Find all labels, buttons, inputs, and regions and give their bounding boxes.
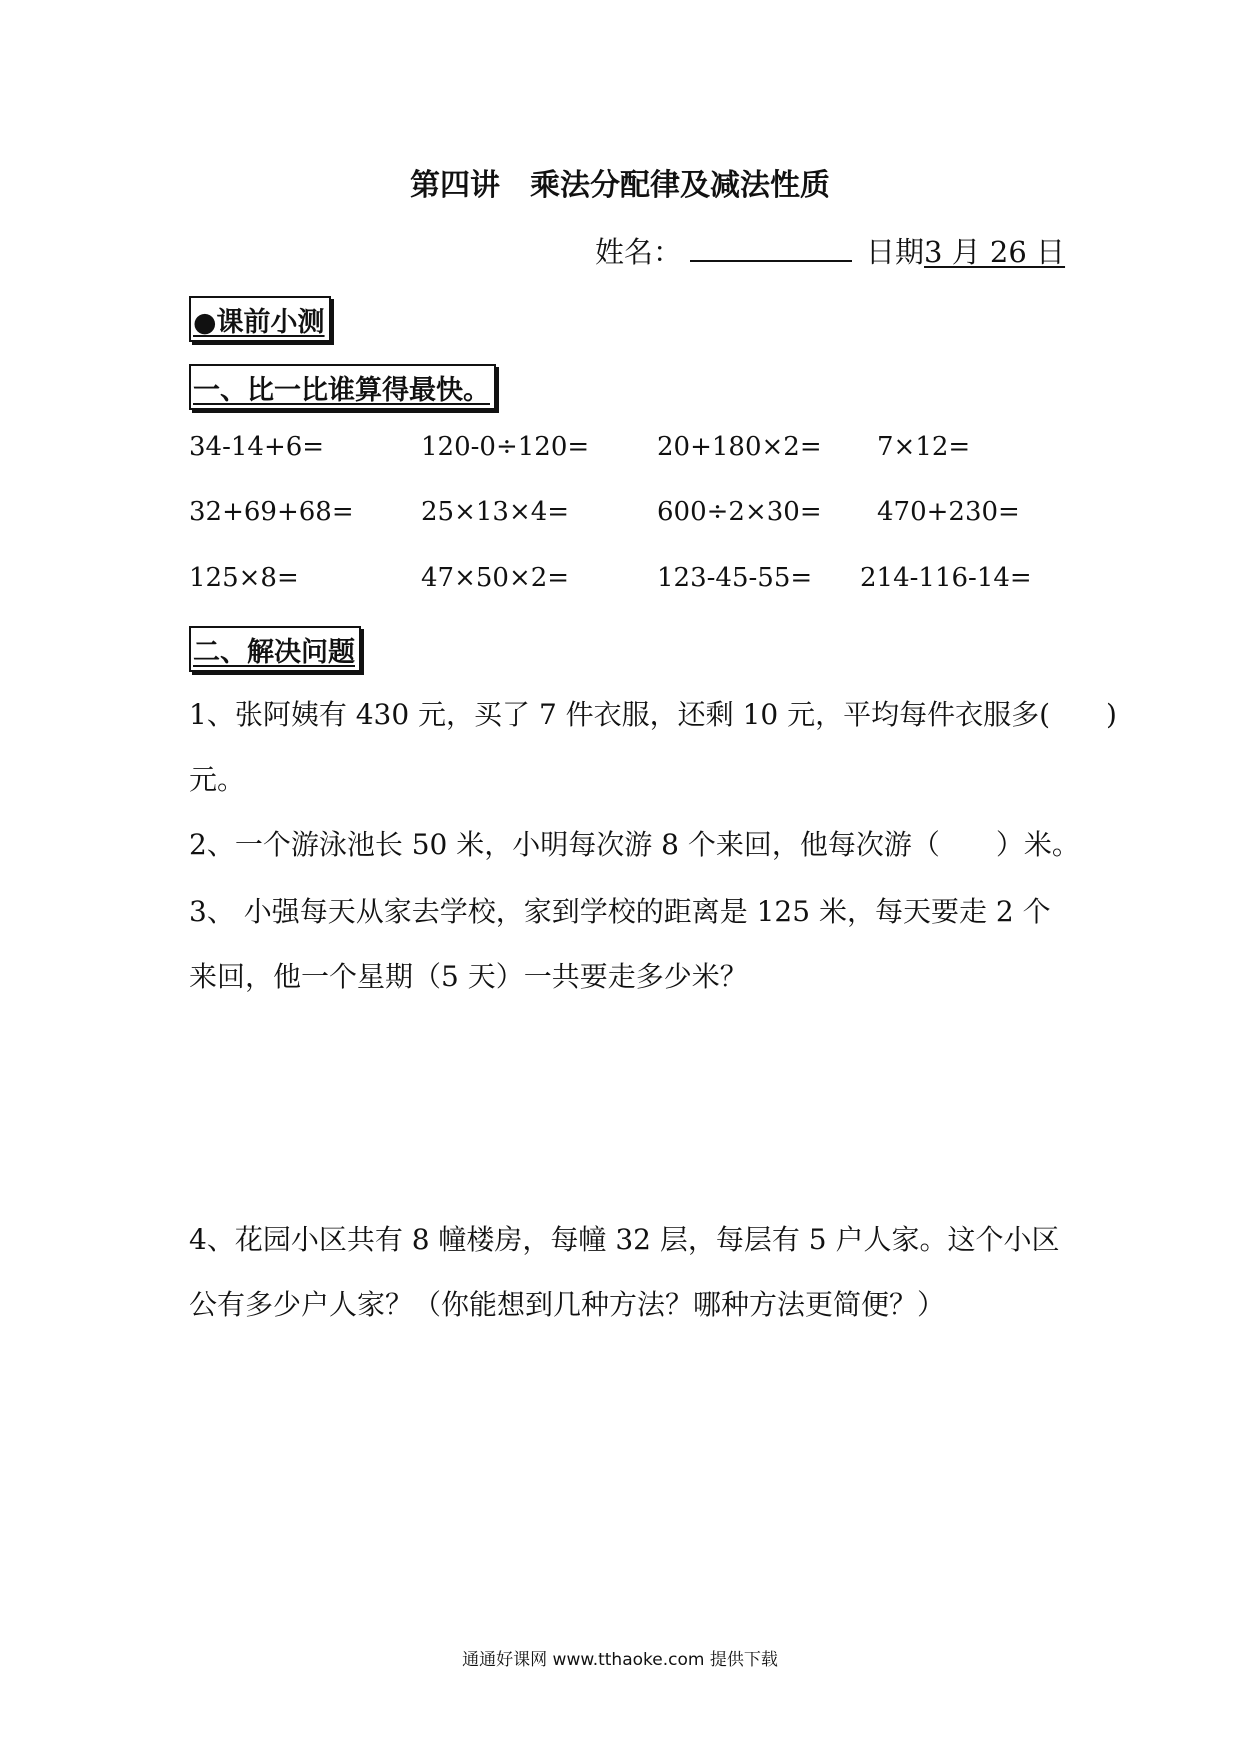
problem-2 <box>189 823 1080 863</box>
calc-item: 20+180×2= <box>657 432 822 462</box>
problem-2-unit: ）米。 <box>995 828 1080 861</box>
problem-1-line-1 <box>189 693 1117 733</box>
calc-item: 123-45-55= <box>657 563 813 593</box>
problem-4-line-1: 4、花园小区共有 8 幢楼房，每幢 32 层，每层有 5 户人家。这个小区 <box>189 1223 1060 1256</box>
calc-item: 25×13×4= <box>421 497 570 527</box>
footer-source: 通通好课网 www.tthaoke.com 提供下载 <box>462 1650 778 1670</box>
lesson-number: 第四讲 <box>410 168 500 203</box>
problem-1-text: 1、张阿姨有 430 元，买了 7 件衣服，还剩 10 元，平均每件衣服多( <box>189 698 1051 731</box>
problem-1-paren-close: ) <box>1106 698 1117 731</box>
calc-item: 32+69+68= <box>189 497 354 527</box>
calc-item: 214-116-14= <box>860 563 1032 593</box>
name-label: 姓名： <box>595 235 683 269</box>
calc-item: 125×8= <box>189 563 299 593</box>
section-pretest-heading: ●课前小测 <box>189 296 331 342</box>
problem-3-line-1: 3、 小强每天从家去学校，家到学校的距离是 125 米，每天要走 2 个 <box>189 895 1051 928</box>
calc-item: 47×50×2= <box>421 563 570 593</box>
calc-item: 600÷2×30= <box>657 497 822 527</box>
lesson-topic: 乘法分配律及减法性质 <box>530 168 830 203</box>
section-part1-heading: 一、比一比谁算得最快。 <box>189 364 496 410</box>
date-label: 日期 <box>866 235 925 269</box>
calc-item: 7×12= <box>877 432 971 462</box>
calc-item: 470+230= <box>877 497 1020 527</box>
page-title <box>0 160 1240 204</box>
problem-1-line-2: 元。 <box>189 763 246 796</box>
problem-4-line-2: 公有多少户人家？（你能想到几种方法？哪种方法更简便？） <box>189 1288 946 1321</box>
calc-item: 34-14+6= <box>189 432 325 462</box>
name-blank <box>690 232 852 262</box>
calc-item: 120-0÷120= <box>421 432 590 462</box>
name-date-line <box>595 230 1065 271</box>
problem-3-line-2: 来回，他一个星期（5 天）一共要走多少米？ <box>189 960 748 993</box>
section-part2-heading: 二、解决问题 <box>189 626 361 672</box>
problem-2-text: 2、一个游泳池长 50 米，小明每次游 8 个来回，他每次游（ <box>189 828 940 861</box>
date-value: 3 月 26 日 <box>924 235 1066 269</box>
